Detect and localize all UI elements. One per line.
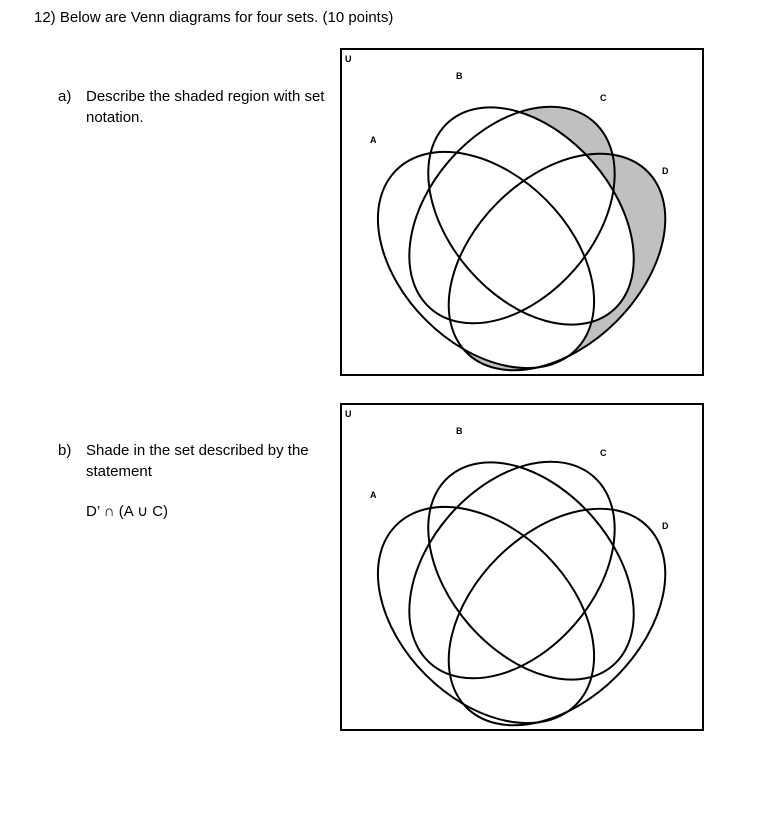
- venn-diagram-b-svg: [340, 403, 704, 731]
- label-d: D: [662, 166, 669, 176]
- part-a-letter: a): [58, 88, 72, 105]
- label-d: D: [662, 521, 669, 531]
- label-c: C: [600, 93, 607, 103]
- label-u: U: [345, 54, 352, 64]
- part-b-letter: b): [58, 442, 72, 459]
- universe-box: [341, 404, 703, 730]
- venn-diagram-a: [340, 48, 704, 376]
- question-heading: 12) Below are Venn diagrams for four sets. (10 points): [34, 9, 394, 26]
- part-a-text: Describe the shaded region with set notation.: [86, 88, 325, 126]
- part-b-text: Shade in the set described by the statement: [86, 442, 309, 480]
- label-b: B: [456, 71, 463, 81]
- label-u: U: [345, 409, 352, 419]
- label-a: A: [370, 490, 377, 500]
- label-b: B: [456, 426, 463, 436]
- venn-diagram-a-svg: [340, 48, 704, 376]
- venn-diagram-b: [340, 403, 704, 731]
- part-b-statement: D’ ∩ (A ∪ C): [86, 503, 169, 520]
- label-a: A: [370, 135, 377, 145]
- label-c: C: [600, 448, 607, 458]
